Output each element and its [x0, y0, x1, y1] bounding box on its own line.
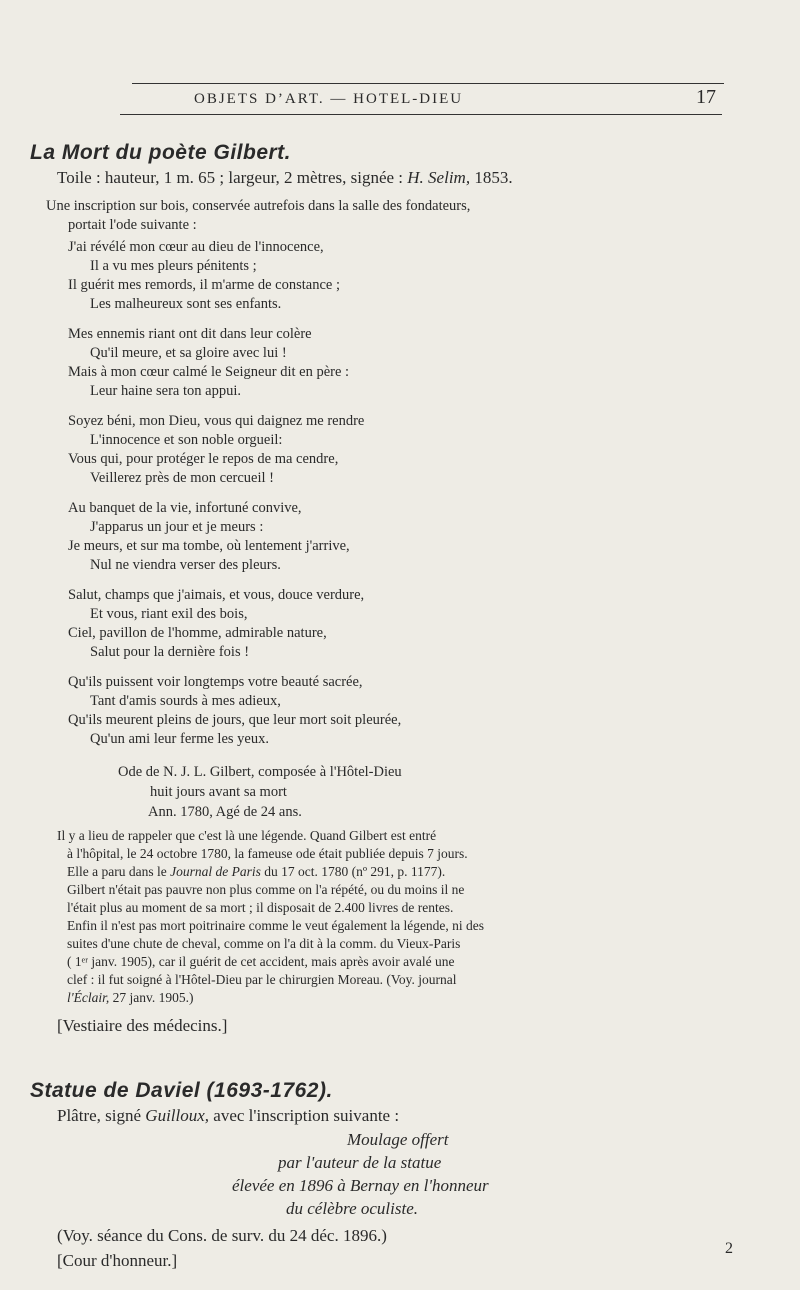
ode-verse: Au banquet de la vie, infortuné convive, — [68, 500, 302, 516]
page-signature-number: 2 — [725, 1240, 733, 1257]
ode-verse: Qu'un ami leur ferme les yeux. — [90, 731, 269, 747]
location-daviel: [Cour d'honneur.] — [57, 1251, 178, 1270]
inscription-intro-line: portait l'ode suivante : — [68, 217, 197, 233]
note-text: 27 janv. 1905.) — [112, 990, 194, 1005]
ode-verse: Mais à mon cœur calmé le Seigneur dit en père : — [68, 364, 350, 380]
note-line: l'était plus au moment de sa mort ; il disposait de 2.400 livres de rentes. — [67, 900, 454, 915]
sculptor-name: Guilloux, — [145, 1106, 210, 1125]
platre-line — [57, 1106, 399, 1126]
reference-line: (Voy. séance du Cons. de surv. du 24 déc. 1896.) — [57, 1226, 387, 1245]
toile-signature: H. Selim, — [407, 168, 471, 187]
ode-verse: Vous qui, pour protéger le repos de ma cendre, — [68, 451, 339, 467]
platre-prefix: Plâtre, signé — [57, 1106, 142, 1125]
platre-suffix: avec l'inscription suivante : — [213, 1106, 400, 1125]
ode-verse: Salut pour la dernière fois ! — [90, 644, 250, 660]
ode-verse: Nul ne viendra verser des pleurs. — [90, 557, 281, 573]
ode-verse: Veillerez près de mon cercueil ! — [90, 470, 274, 486]
ode-verse: L'innocence et son noble orgueil: — [90, 432, 283, 448]
toile-text: Toile : hauteur, 1 m. 65 ; largeur, 2 mètres, signée : — [57, 168, 404, 187]
note-text: Elle a paru dans le — [67, 864, 167, 879]
note-text: du 17 oct. 1780 (nº 291, p. 1177). — [264, 864, 446, 879]
inscription-line: élevée en 1896 à Bernay en l'honneur — [232, 1176, 489, 1195]
note-line: Enfin il n'est pas mort poitrinaire comme le veut également la légende, ni des — [67, 918, 485, 933]
ode-verse: Soyez béni, mon Dieu, vous qui daignez me rendre — [68, 413, 365, 429]
journal-title: l'Éclair, — [67, 990, 110, 1005]
header-rule-bottom — [120, 114, 722, 115]
note-line: à l'hôpital, le 24 octobre 1780, la fameuse ode était publiée depuis 7 jours. — [67, 846, 468, 861]
ode-credit-line: Ode de N. J. L. Gilbert, composée à l'Hôtel-Dieu — [118, 764, 402, 780]
ode-verse: Et vous, riant exil des bois, — [90, 606, 248, 622]
ode-verse: Il guérit mes remords, il m'arme de constance ; — [68, 277, 340, 293]
ode-verse: Salut, champs que j'aimais, et vous, douce verdure, — [68, 587, 365, 603]
note-line: Il y a lieu de rappeler que c'est là une légende. Quand Gilbert est entré — [57, 828, 437, 843]
inscription-line: par l'auteur de la statue — [278, 1153, 442, 1172]
journal-title: Journal de Paris — [170, 864, 261, 879]
ode-verse: Je meurs, et sur ma tombe, où lentement j'arrive, — [68, 538, 350, 554]
header-rule-top — [132, 83, 724, 84]
note-line: Gilbert n'était pas pauvre non plus comme on l'a répété, ou du moins il ne — [67, 882, 465, 897]
section-title-gilbert: La Mort du poète Gilbert. — [30, 141, 292, 164]
ode-verse: Tant d'amis sourds à mes adieux, — [90, 693, 281, 709]
inscription-line: Moulage offert — [347, 1130, 449, 1149]
note-line — [67, 864, 445, 880]
note-line — [67, 990, 194, 1006]
ode-verse: Il a vu mes pleurs pénitents ; — [90, 258, 257, 274]
folio: 17 — [696, 86, 716, 108]
ode-verse: J'apparus un jour et je meurs : — [90, 519, 264, 535]
toile-line — [57, 168, 513, 188]
ode-verse: Ciel, pavillon de l'homme, admirable nature, — [68, 625, 327, 641]
ode-credit-line: huit jours avant sa mort — [150, 784, 287, 800]
ode-verse: Qu'ils puissent voir longtemps votre beauté sacrée, — [68, 674, 363, 690]
location-gilbert: [Vestiaire des médecins.] — [57, 1016, 228, 1035]
note-line: clef : il fut soigné à l'Hôtel-Dieu par le chirurgien Moreau. (Voy. journal — [67, 972, 457, 987]
section-title-daviel: Statue de Daviel (1693-1762). — [30, 1079, 333, 1102]
toile-year: 1853. — [474, 168, 513, 187]
ode-verse: Mes ennemis riant ont dit dans leur colère — [68, 326, 312, 342]
ode-credit-line: Ann. 1780, Agé de 24 ans. — [148, 804, 302, 820]
ode-verse: J'ai révélé mon cœur au dieu de l'innocence, — [68, 239, 324, 255]
note-line: suites d'une chute de cheval, comme on l'a dit à la comm. du Vieux-Paris — [67, 936, 461, 951]
ode-verse: Qu'il meure, et sa gloire avec lui ! — [90, 345, 287, 361]
note-line: ( 1ᵉʳ janv. 1905), car il guérit de cet accident, mais après avoir avalé une — [67, 954, 455, 969]
inscription-line: du célèbre oculiste. — [286, 1199, 419, 1218]
running-head: OBJETS D’ART. — HOTEL-DIEU — [194, 91, 464, 107]
ode-verse: Leur haine sera ton appui. — [90, 383, 241, 399]
ode-verse: Les malheureux sont ses enfants. — [90, 296, 282, 312]
ode-verse: Qu'ils meurent pleins de jours, que leur mort soit pleurée, — [68, 712, 402, 728]
inscription-intro-line: Une inscription sur bois, conservée autrefois dans la salle des fondateurs, — [46, 198, 471, 214]
